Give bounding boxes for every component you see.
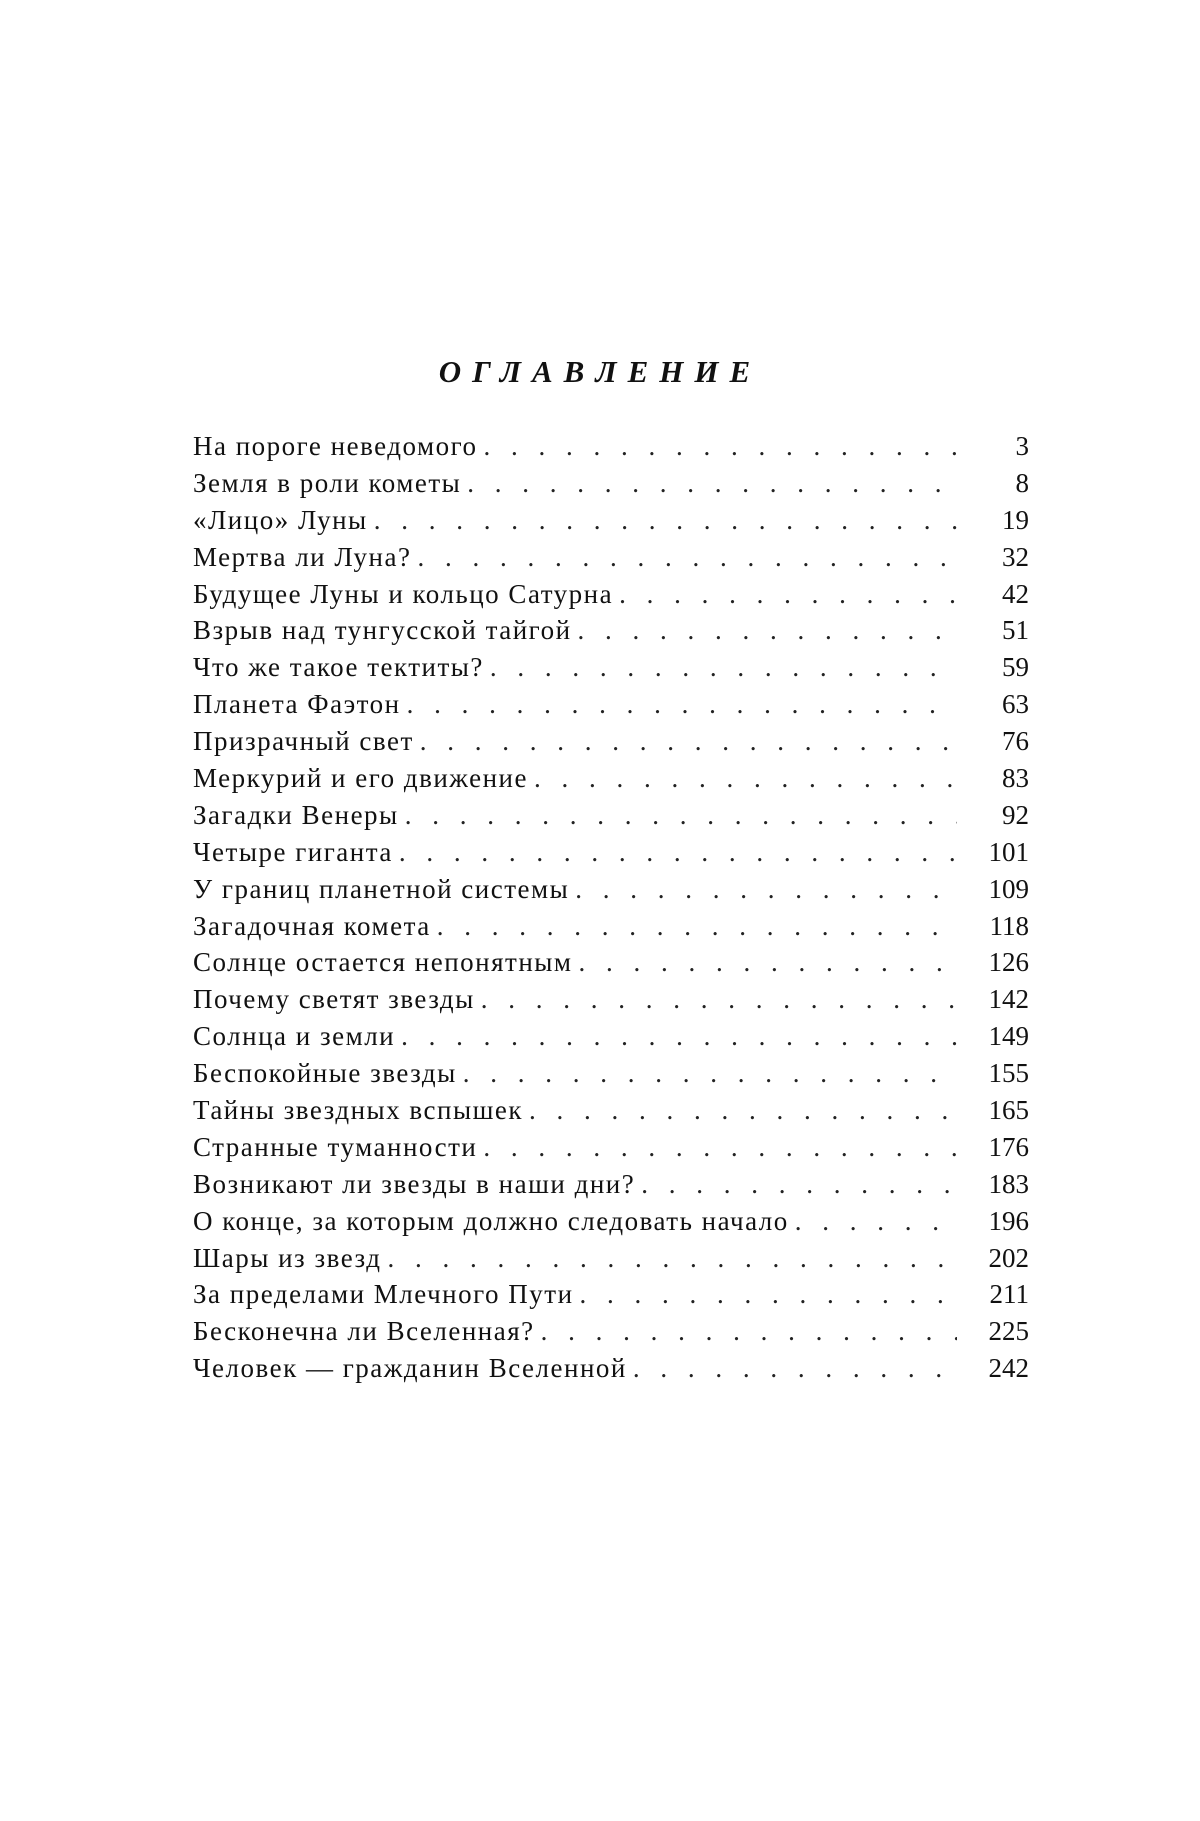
dot-leader — [483, 1129, 957, 1166]
toc-entry — [193, 649, 1029, 686]
dot-leader — [490, 649, 957, 686]
toc-entry-title: Что же такое тектиты? — [193, 652, 484, 683]
toc-entry-title: Человек — гражданин Вселенной — [193, 1353, 627, 1384]
toc-entry-page: 76 — [1002, 726, 1029, 757]
toc-entry — [193, 1129, 1029, 1166]
dot-leader — [541, 1313, 957, 1350]
toc-entry-page: 196 — [988, 1205, 1029, 1236]
toc-entry-title: Мертва ли Луна? — [193, 541, 412, 572]
toc-entry — [193, 834, 1029, 871]
toc-entry-title: Возникают ли звезды в наши дни? — [193, 1168, 636, 1199]
toc-entry-title: Странные туманности — [193, 1131, 478, 1162]
toc-entry — [193, 1350, 1029, 1387]
toc-entry-page: 59 — [1002, 652, 1029, 683]
dot-leader — [420, 723, 957, 760]
toc-entry-title: Земля в роли кометы — [193, 467, 462, 498]
toc-entry — [193, 981, 1029, 1018]
toc-entry-page: 155 — [988, 1058, 1029, 1089]
dot-leader — [374, 502, 957, 539]
dot-leader — [484, 428, 958, 465]
toc-entry — [193, 1055, 1029, 1092]
toc-entry-page: 51 — [1002, 615, 1029, 646]
toc-entry-title: Четыре гиганта — [193, 836, 393, 867]
toc-entry-page: 183 — [988, 1168, 1029, 1199]
dot-leader — [463, 1055, 957, 1092]
toc-entry-title: Будущее Луны и кольцо Сатурна — [193, 578, 614, 609]
toc-entry — [193, 871, 1029, 908]
toc-entry-page: 176 — [988, 1131, 1029, 1162]
toc-entry — [193, 723, 1029, 760]
toc-entry-page: 126 — [988, 947, 1029, 978]
toc-entry — [193, 1313, 1029, 1350]
toc-list — [193, 428, 1029, 1387]
dot-leader — [399, 834, 957, 871]
dot-leader — [401, 1018, 957, 1055]
toc-entry-page: 42 — [1002, 578, 1029, 609]
toc-entry — [193, 908, 1029, 945]
toc-entry-page: 8 — [1015, 467, 1029, 498]
toc-entry — [193, 1203, 1029, 1240]
toc-heading: ОГЛАВЛЕНИЕ — [438, 354, 762, 389]
toc-entry — [193, 1018, 1029, 1055]
toc-entry-page: 101 — [988, 836, 1029, 867]
toc-entry-title: Почему светят звезды — [193, 984, 475, 1015]
toc-entry-page: 19 — [1002, 504, 1029, 535]
dot-leader — [580, 1276, 957, 1313]
dot-leader — [619, 576, 957, 613]
dot-leader — [529, 1092, 957, 1129]
dot-leader — [633, 1350, 957, 1387]
toc-entry-page: 109 — [988, 873, 1029, 904]
toc-entry-page: 165 — [988, 1095, 1029, 1126]
toc-entry-title: Бесконечна ли Вселенная? — [193, 1316, 535, 1347]
toc-entry — [193, 465, 1029, 502]
toc-entry-title: Призрачный свет — [193, 726, 414, 757]
toc-entry — [193, 1092, 1029, 1129]
dot-leader — [437, 908, 957, 945]
dot-leader — [578, 612, 957, 649]
toc-entry — [193, 797, 1029, 834]
dot-leader — [405, 797, 957, 834]
toc-entry — [193, 760, 1029, 797]
toc-entry-title: Тайны звездных вспышек — [193, 1095, 523, 1126]
toc-entry-title: Меркурий и его движение — [193, 763, 528, 794]
toc-entry-title: Солнца и земли — [193, 1021, 396, 1052]
dot-leader — [417, 539, 957, 576]
toc-entry-title: За пределами Млечного Пути — [193, 1279, 574, 1310]
toc-entry-title: Загадочная комета — [193, 910, 431, 941]
toc-entry-title: Планета Фаэтон — [193, 689, 401, 720]
toc-entry — [193, 686, 1029, 723]
toc-entry-page: 63 — [1002, 689, 1029, 720]
toc-entry-title: Беспокойные звезды — [193, 1058, 457, 1089]
toc-entry-title: У границ планетной системы — [193, 873, 570, 904]
toc-entry-page: 92 — [1002, 799, 1029, 830]
toc-entry — [193, 1166, 1029, 1203]
toc-entry-title: «Лицо» Луны — [193, 504, 368, 535]
toc-entry-page: 83 — [1002, 763, 1029, 794]
toc-entry-title: Взрыв над тунгусской тайгой — [193, 615, 572, 646]
dot-leader — [641, 1166, 957, 1203]
toc-entry — [193, 576, 1029, 613]
dot-leader — [575, 871, 957, 908]
toc-entry-page: 118 — [989, 910, 1029, 941]
toc-entry-page: 211 — [989, 1279, 1029, 1310]
toc-entry-page: 3 — [1015, 431, 1029, 461]
toc-entry-page: 32 — [1002, 541, 1029, 572]
dot-leader — [579, 944, 957, 981]
toc-entry-title: Загадки Венеры — [193, 799, 399, 830]
toc-entry — [193, 612, 1029, 649]
toc-entry — [193, 428, 1029, 465]
toc-entry-page: 242 — [988, 1353, 1029, 1384]
toc-entry-title: Солнце остается непонятным — [193, 947, 573, 978]
toc-entry-page: 202 — [988, 1242, 1029, 1273]
toc-entry-title: На пороге неведомого — [193, 431, 478, 461]
toc-entry — [193, 944, 1029, 981]
toc-entry — [193, 1240, 1029, 1277]
dot-leader — [481, 981, 957, 1018]
toc-entry-title: О конце, за которым должно следовать начало — [193, 1205, 789, 1236]
toc-entry — [193, 539, 1029, 576]
toc-entry-page: 149 — [988, 1021, 1029, 1052]
toc-entry-title: Шары из звезд — [193, 1242, 382, 1273]
dot-leader — [387, 1240, 957, 1277]
toc-entry-page: 225 — [988, 1316, 1029, 1347]
dot-leader — [534, 760, 957, 797]
dot-leader — [795, 1203, 957, 1240]
toc-entry-page: 142 — [988, 984, 1029, 1015]
dot-leader — [467, 465, 957, 502]
dot-leader — [407, 686, 957, 723]
toc-entry — [193, 1276, 1029, 1313]
toc-entry — [193, 502, 1029, 539]
